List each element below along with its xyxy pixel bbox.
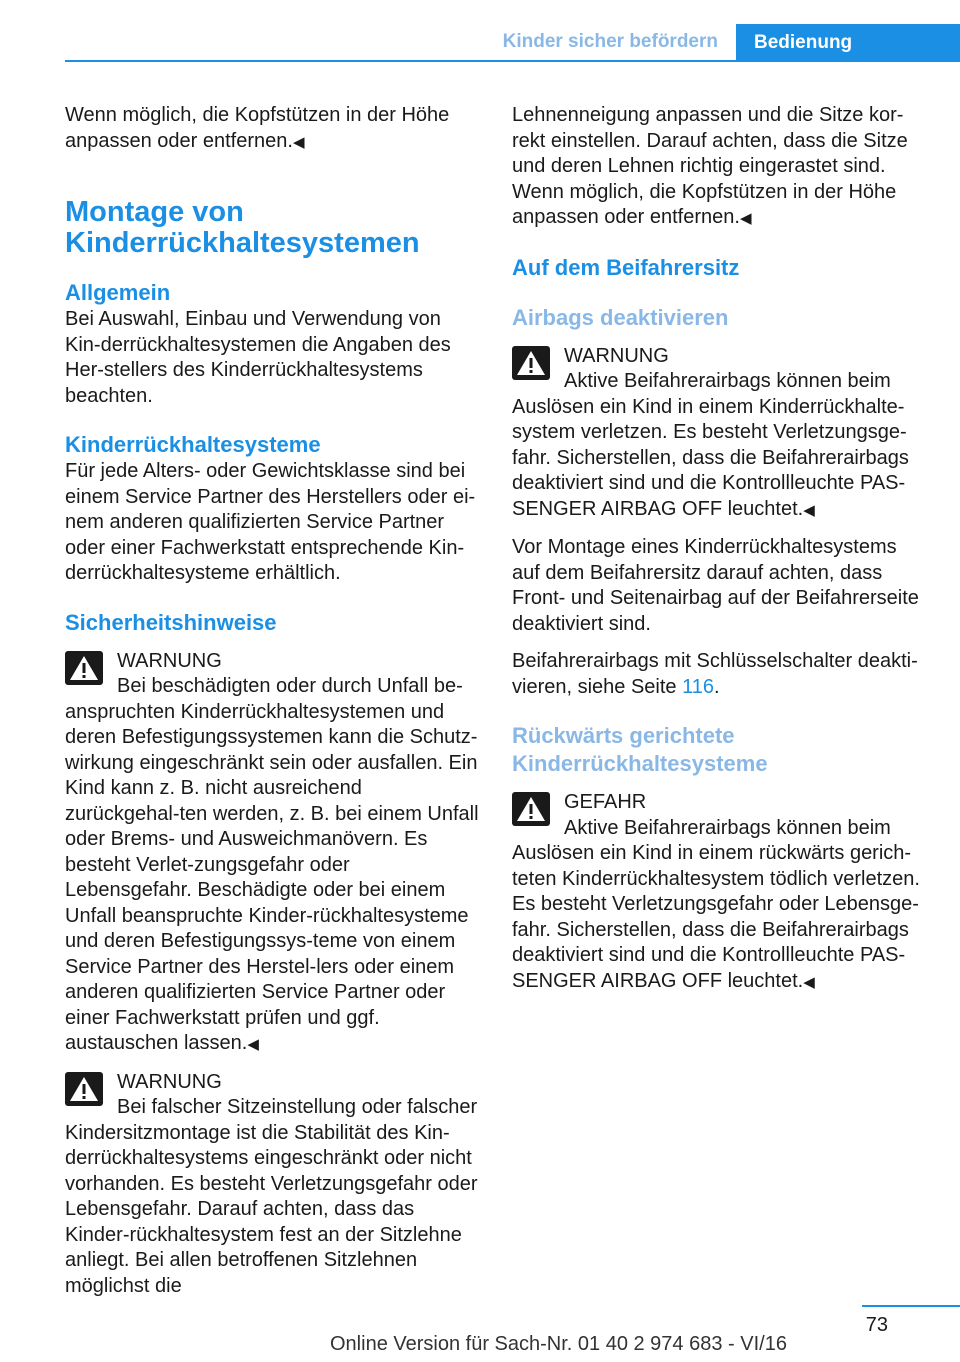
intro-paragraph: Wenn möglich, die Kopfstützen in der Höhe anpassen oder entfernen.◀ [65, 104, 450, 152]
heading-rueckwaerts: Rückwärts gerichtete Kinderrückhaltesysteme [512, 723, 768, 776]
warning-triangle-icon [512, 792, 550, 826]
end-mark: ◀ [292, 133, 305, 151]
end-mark: ◀ [247, 1036, 259, 1053]
footer-online-version: Online Version für Sach-Nr. 01 40 2 974 683 - VI/16 [330, 1333, 787, 1355]
end-mark: ◀ [803, 973, 815, 991]
page-title: Montage von Kinderrückhaltesystemen [65, 196, 420, 259]
warning-label: WARNUNG [117, 649, 222, 672]
continued-paragraph: Lehnenneigung anpassen und die Sitze kor‐rekt einstellen. Darauf achten, dass die Sitze und deren Lehnen richtig eingerastet sind. Wenn möglich, die Kopfstützen in der Höhe anpassen oder entfernen.◀ [512, 104, 908, 228]
warning-triangle-icon [512, 346, 550, 380]
warning-label: WARNUNG [117, 1070, 222, 1093]
danger-text: Aktive Beifahrerairbags können beim Auslösen ein Kind in einem rückwärts gerich‐teten Kinderrückhaltesystem tödlich verletzen. Es besteht Verletzungsgefahr oder Lebensge‐fahr. Sicherstellen, dass die Beifahrerairbags deaktiviert sind und die Kontrollleuchte PAS‐SENGER AIRBAG OFF leuchtet.◀ [512, 816, 920, 992]
warning-label: WARNUNG [564, 344, 669, 367]
warning-triangle-icon [65, 651, 103, 685]
left-column [65, 103, 479, 1311]
right-column [512, 103, 926, 1007]
header-rule [65, 60, 960, 62]
warning-block [65, 1070, 479, 1300]
danger-label: GEFAHR [564, 791, 647, 813]
warning-text: Bei falscher Sitzeinstellung oder falscher Kindersitzmontage ist die Stabilität des Kin‐derrückhaltesystems eingeschränkt oder nicht vorhanden. Es besteht Verletzungsgefahr oder Lebensgefahr. Darauf achten, dass das Kinder‐rückhaltesystem fest an der Sitzlehne anliegt. Bei allen betroffenen Sitzlehnen möglichst die [65, 1096, 478, 1297]
paragraph-allgemein: Bei Auswahl, Einbau und Verwendung von Kin‐derrückhaltesystemen die Angaben des Her‐stellers des Kinderrückhaltesystems beachten. [65, 308, 451, 407]
warning-text: Bei beschädigten oder durch Unfall be‐anspruchten Kinderrückhaltesystemen und deren Befestigungssystemen kann die Schutz‐wirkung eingeschränkt sein oder ausfallen. Ein Kind kann z. B. nicht ausreichend zurückgehal‐ten werden, z. B. bei einem Unfall oder Brems- und Ausweichmanövern. Es besteht Verlet‐zungsgefahr oder Lebensgefahr. Beschädigte oder bei einem Unfall beanspruchte Kinder‐rückhaltesysteme und deren Befestigungssys‐teme von einem Service Partner des Herstel‐lers oder einem anderen qualifizierten Service Partner oder einer Fachwerkstatt prüfen und ggf. austauschen lassen.◀ [65, 675, 479, 1054]
heading-sicherheitshinweise: Sicherheitshinweise [65, 609, 277, 635]
warning-triangle-icon [65, 1072, 103, 1106]
warning-block [512, 344, 926, 524]
header-chapter-tab: Bedienung [736, 24, 960, 62]
paragraph-schluesselschalter: Beifahrerairbags mit Schlüsselschalter deakti‐vieren, siehe Seite 116. [512, 650, 918, 698]
header-section-title: Kinder sicher befördern [502, 31, 718, 52]
danger-block [512, 790, 926, 995]
end-mark: ◀ [739, 210, 752, 227]
heading-kinderrueckhaltesysteme: Kinderrückhaltesysteme [65, 432, 321, 457]
paragraph-vor-montage: Vor Montage eines Kinderrückhaltesystems auf dem Beifahrersitz darauf achten, dass Front- und Seitenairbag auf der Beifahrerseite deaktiviert sind. [512, 536, 919, 635]
warning-block [65, 649, 479, 1058]
heading-beifahrersitz: Auf dem Beifahrersitz [512, 254, 740, 280]
page-number: 73 [865, 1314, 888, 1336]
page-link[interactable]: 116 [682, 675, 714, 698]
heading-airbags-deaktivieren: Airbags deaktivieren [512, 304, 729, 330]
paragraph-kinderrueckhaltesysteme: Für jede Alters- oder Gewichtsklasse sind bei einem Service Partner des Herstellers oder ei‐nem anderen qualifizierten Service Partner oder einer Fachwerkstatt entsprechende Kin‐derrückhaltesysteme erhältlich. [65, 460, 476, 584]
footer-rule [862, 1305, 960, 1307]
end-mark: ◀ [803, 501, 815, 519]
warning-text: Aktive Beifahrerairbags können beim Auslösen ein Kind in einem Kinderrückhalte‐system verletzen. Es besteht Verletzungsge‐fahr. Sicherstellen, dass die Beifahrerairbags deaktiviert sind und die Kontrollleuchte PAS‐SENGER AIRBAG OFF leuchtet.◀ [512, 370, 909, 520]
heading-allgemein: Allgemein [65, 280, 171, 305]
